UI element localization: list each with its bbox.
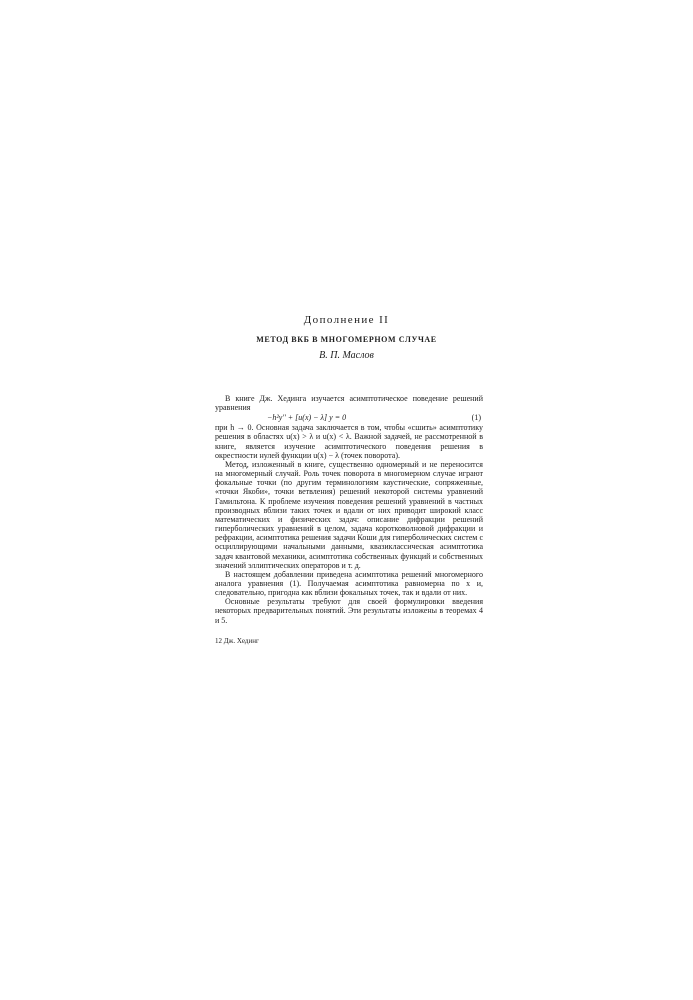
paragraph-intro: В книге Дж. Хединга изучается асимптотическое поведение решений уравнения (215, 394, 483, 413)
paragraph-supplement: В настоящем добавлении приведена асимптотика решений многомерного аналога уравнения (1). Получаемая асимптотика равномерна по x и, следовательно, пригодна как вблизи фокальных точек, так и вдали от них. (215, 569, 483, 598)
author-name: В. П. Маслов (319, 350, 374, 361)
appendix-heading: Дополнение II (303, 314, 390, 326)
equation-row (215, 412, 483, 423)
paragraph-method: Метод, изложенный в книге, существенно одномерный и не переносится на многомерный случай. Роль точек поворота в многомерном случае играют фокальные точки (по другим терминологиям каустические, сопряженные, «точки Якоби», точки ветвления) решений некоторой системы уравнений Гамильтона. К проблеме изучения поведения решений уравнений в частных производных вблизи таких точек и вдали от них приводит широкий класс математических и физических задач: описание дифракции решений гиперболических уравнений в целом, задача коротковолновой дифракции и рефракции, асимптотика решения задачи Коши для гиперболических систем с осциллирующими начальными данными, квазиклассическая асимптотика задач квантовой механики, асимптотика собственных функций и собственных значений эллиптических операторов и т. д. (215, 459, 483, 570)
equation: −h²y'' + [u(x) − λ] y = 0 (267, 413, 347, 423)
paragraph-results: Основные результаты требуют для своей формулировки введения некоторых предварительных понятий. Эти результаты изложены в теоремах 4 и 5. (215, 597, 483, 625)
body-text (215, 394, 483, 625)
article-title: МЕТОД ВКБ В МНОГОМЕРНОМ СЛУЧАЕ (256, 335, 437, 344)
page-footer-signature: 12 Дж. Хединг (215, 637, 259, 645)
equation-number: (1) (471, 413, 481, 423)
paragraph-intro-continued: при h → 0. Основная задача заключается в том, чтобы «сшить» асимптотику решения в областях u(x) > λ и u(x) < λ. Важной задачей, не рассмотренной в книге, является изучение асимптотического поведения решения в окрестности нулей функции u(x) − λ (точек поворота). (215, 423, 483, 460)
